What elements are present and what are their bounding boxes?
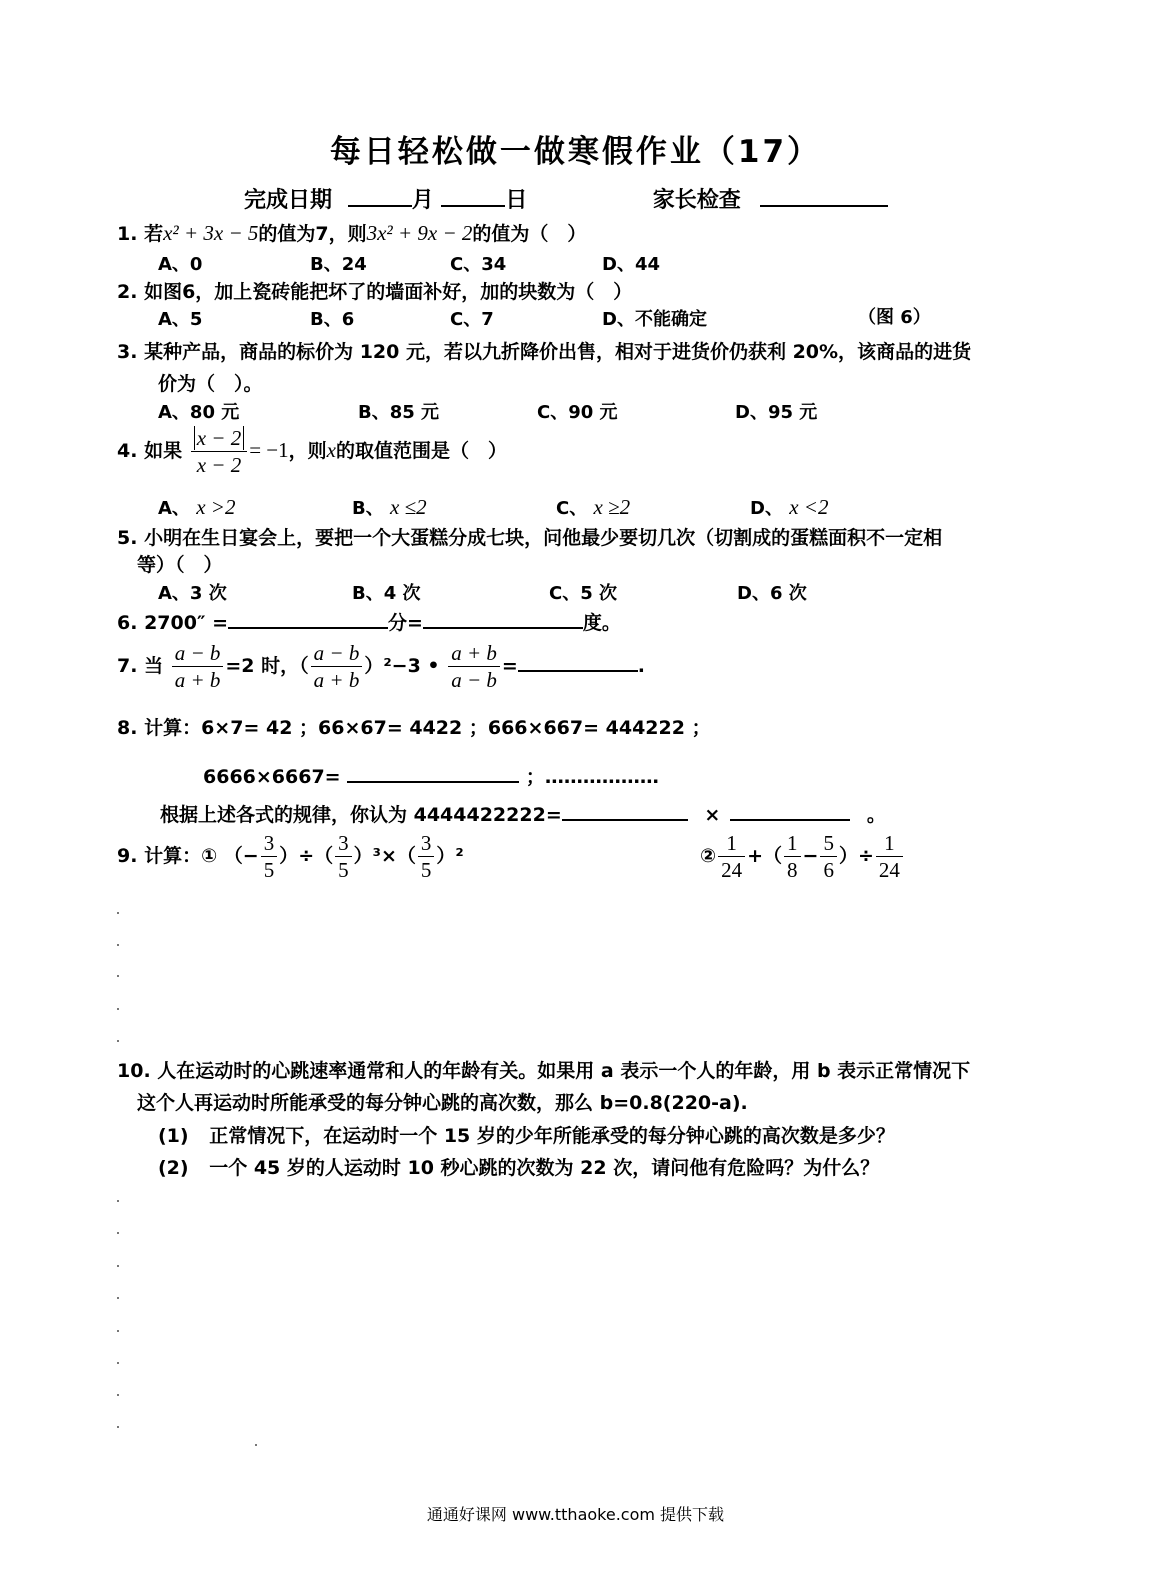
q5-number: 5. [117, 527, 138, 549]
q10-sub2-number: (2) [158, 1157, 189, 1179]
q8-text-line1: 计算：6×7= 42 ；66×67= 4422 ；666×667= 444222 ； [144, 717, 711, 739]
q4-var: x [326, 438, 336, 462]
q4-number: 4. [117, 440, 138, 462]
q2-option-c: C、7 [450, 309, 494, 330]
q9-text-h: ）÷ [838, 845, 874, 867]
q10-number: 10. [117, 1060, 151, 1082]
scan-speck [117, 1040, 119, 1042]
scan-speck [117, 1330, 119, 1332]
parent-check-blank [760, 187, 888, 207]
question-6 [117, 608, 621, 635]
q3-option-c: C、90 元 [537, 402, 618, 423]
q9-text-b: ）÷（ [279, 845, 334, 867]
scan-speck [117, 1008, 119, 1010]
q4-option-d: D、 x <2 [750, 495, 829, 519]
scan-speck [117, 1394, 119, 1396]
q8-text-line3: 根据上述各式的规律，你认为 4444422222= [160, 804, 562, 826]
scan-speck [117, 1232, 119, 1234]
q6-blank-2 [423, 609, 583, 629]
q2-option-d: D、不能确定 [602, 309, 707, 330]
q8-times: × [704, 804, 721, 826]
q2-option-a: A、5 [158, 309, 203, 330]
question-5 [117, 523, 942, 550]
question-9 [117, 830, 464, 883]
q7-number: 7. [117, 655, 138, 677]
q6-text-b: 分= [387, 612, 423, 634]
q4-denominator: x − 2 [196, 453, 242, 477]
q9-text-f: +（ [747, 845, 783, 867]
q8-end: 。 [866, 804, 886, 826]
q10-text-line1: 人在运动时的心跳速率通常和人的年龄有关。如果用 a 表示一个人的年龄，用 b 表示正常情况下 [157, 1060, 971, 1082]
q10-sub2-text: 一个 45 岁的人运动时 10 秒心跳的次数为 22 次，请问他有危险吗？为什么？ [209, 1157, 880, 1179]
q7-text-a: 当 [144, 655, 164, 677]
q7-text-b: =2 时，（ [225, 655, 309, 677]
parent-check-label: 家长检查 [652, 188, 741, 213]
q8-line3 [160, 800, 886, 827]
q1-option-b: B、24 [310, 254, 367, 275]
q6-blank-1 [228, 609, 388, 629]
scan-speck [117, 1297, 119, 1299]
q1-text-a: 若 [144, 223, 164, 245]
q8-blank-3 [730, 801, 850, 821]
q10-text-line2: 这个人再运动时所能承受的每分钟心跳的高次数，那么 b=0.8(220-a). [137, 1092, 748, 1114]
q5-option-d: D、6 次 [737, 583, 807, 604]
question-3 [117, 337, 971, 364]
q8-blank-1 [347, 763, 519, 783]
q9-fraction-c: $\frac{3}{5}$ [418, 830, 435, 883]
q2-text: 如图6，加上瓷砖能把坏了的墙面补好，加的块数为（ ） [144, 281, 633, 303]
q7-fraction-3: $\frac{a + b}{a - b}$ [448, 640, 500, 693]
q1-option-a: A、0 [158, 254, 203, 275]
q9-fraction-a: $\frac{3}{5}$ [261, 830, 278, 883]
q4-text-b: ，则 [288, 440, 327, 462]
q9-fraction-f: $\frac{5}{6}$ [820, 830, 837, 883]
scan-speck [117, 975, 119, 977]
q6-number: 6. [117, 612, 138, 634]
question-9-part2 [700, 830, 905, 883]
q10-sub1-text: 正常情况下，在运动时一个 15 岁的少年所能承受的每分钟心跳的高次数是多少？ [209, 1125, 895, 1147]
question-2 [117, 277, 632, 304]
q9-text-d: ）² [436, 845, 464, 867]
q9-text-g: − [802, 845, 819, 867]
q7-fraction-1: $\frac{a - b}{a + b}$ [172, 640, 224, 693]
footer-source: 通通好课网 www.tthaoke.com 提供下载 [426, 1505, 725, 1524]
q1-text-c: 的值为（ ） [472, 223, 587, 245]
q8-line2 [203, 762, 659, 789]
q1-option-c: C、34 [450, 254, 507, 275]
day-label: 日 [505, 188, 528, 213]
q7-text-c: ）²−3 • [364, 655, 440, 677]
q8-text-line2b: ；……………… [525, 766, 659, 788]
q1-expr-2: 3x² + 9x − 2 [366, 221, 473, 245]
q5-text-line2: 等）（ ） [137, 554, 223, 576]
q5-option-b: B、4 次 [352, 583, 421, 604]
q8-number: 8. [117, 717, 138, 739]
q9-fraction-g: $\frac{1}{24}$ [876, 830, 903, 883]
q4-equals: = −1 [249, 438, 289, 462]
q2-option-b: B、6 [310, 309, 355, 330]
question-7 [117, 640, 645, 693]
q5-option-a: A、3 次 [158, 583, 227, 604]
q10-sub-2 [158, 1153, 879, 1180]
date-label: 完成日期 [244, 188, 333, 213]
q1-option-d: D、44 [602, 254, 660, 275]
scan-speck [117, 944, 119, 946]
q6-text-a: 2700″ = [144, 612, 228, 634]
q4-text-a: 如果 [144, 440, 183, 462]
page-title: 每日轻松做一做寒假作业（17） [329, 134, 822, 170]
q4-numerator: x − 2 [194, 426, 245, 450]
month-blank [348, 187, 412, 207]
day-blank [441, 187, 505, 207]
q3-text-line1: 某种产品，商品的标价为 120 元，若以九折降价出售，相对于进货价仍获利 20%，该商品的进货 [144, 341, 972, 363]
q8-blank-2 [562, 801, 688, 821]
q5-option-c: C、5 次 [549, 583, 618, 604]
q9-text-e: ② [700, 845, 717, 867]
q3-option-b: B、85 元 [358, 402, 440, 423]
q7-fraction-2: $\frac{a - b}{a + b}$ [311, 640, 363, 693]
scan-speck [117, 1362, 119, 1364]
q7-text-d: = [501, 655, 518, 677]
scan-speck [117, 1426, 119, 1428]
q2-number: 2. [117, 281, 138, 303]
q9-fraction-b: $\frac{3}{5}$ [335, 830, 352, 883]
question-10 [117, 1056, 970, 1083]
q3-text-line2: 价为（ ）。 [158, 373, 263, 395]
q3-number: 3. [117, 341, 138, 363]
q1-text-b: 的值为7，则 [258, 223, 367, 245]
q2-figure-label: （图 6） [858, 307, 931, 328]
q1-expr-1: x² + 3x − 5 [163, 221, 259, 245]
month-label: 月 [411, 188, 434, 213]
scan-speck [255, 1444, 257, 1446]
q4-option-c: C、 x ≥2 [556, 495, 631, 519]
q6-text-c: 度。 [582, 612, 621, 634]
q5-text-line1: 小明在生日宴会上，要把一个大蛋糕分成七块，问他最少要切几次（切割成的蛋糕面积不一定相 [144, 527, 943, 549]
q4-text-c: 的取值范围是（ ） [336, 440, 508, 462]
q9-fraction-e: $\frac{1}{8}$ [784, 830, 801, 883]
q7-text-e: . [637, 655, 645, 677]
scan-speck [117, 1265, 119, 1267]
q4-fraction [191, 425, 248, 478]
q9-text-a: 计算：① （− [144, 845, 259, 867]
q3-option-d: D、95 元 [735, 402, 818, 423]
q3-option-a: A、80 元 [158, 402, 240, 423]
q4-option-a: A、 x >2 [158, 495, 236, 519]
header-row [244, 183, 888, 214]
q10-sub-1 [158, 1121, 895, 1148]
q9-number: 9. [117, 845, 138, 867]
q9-text-c: ）³×（ [353, 845, 416, 867]
q9-fraction-d: $\frac{1}{24}$ [718, 830, 745, 883]
q10-sub1-number: (1) [158, 1125, 189, 1147]
question-4 [117, 425, 507, 478]
scan-speck [117, 912, 119, 914]
question-8 [117, 713, 711, 740]
q8-text-line2a: 6666×6667= [203, 766, 341, 788]
q1-number: 1. [117, 223, 138, 245]
scan-speck [117, 1200, 119, 1202]
question-1 [117, 219, 586, 246]
q7-blank [518, 652, 638, 672]
q4-option-b: B、 x ≤2 [352, 495, 427, 519]
